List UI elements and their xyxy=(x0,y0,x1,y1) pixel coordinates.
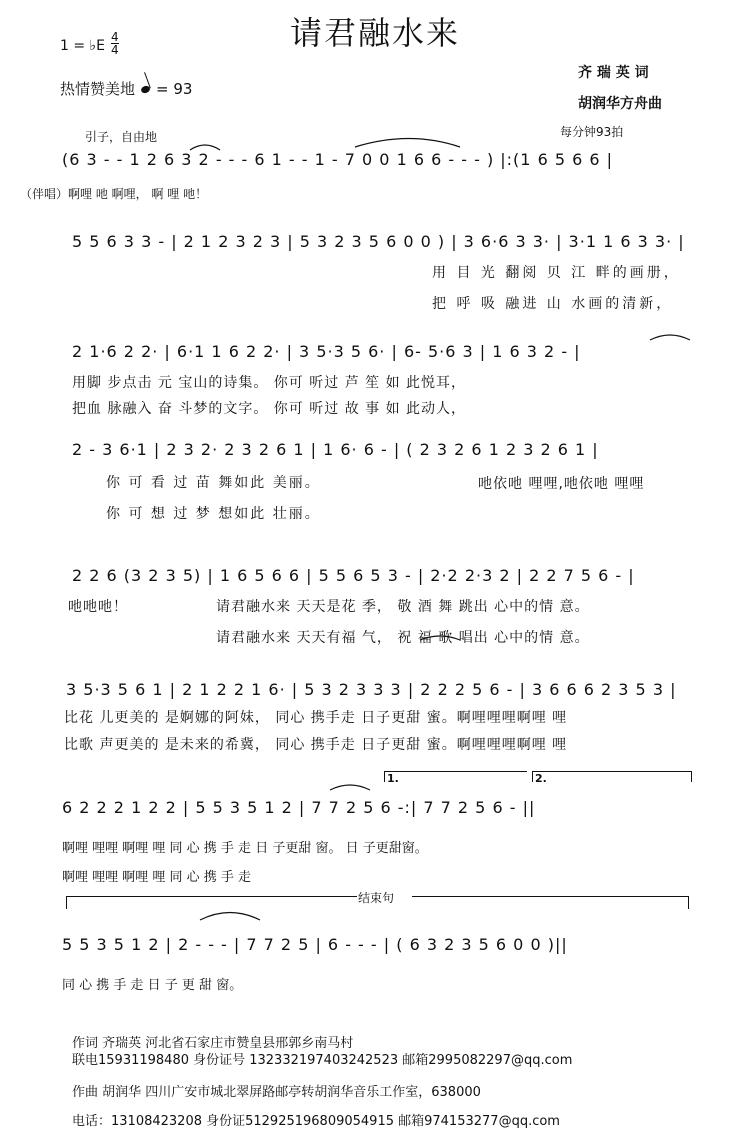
notation-row-2: 5 5 6 3 3 - | 2 1 2 3 2 3 | 5 3 2 3 5 6 0 0 ) | 3 6·6 3 3· | 3·1 1 6 3 3· | xyxy=(72,232,685,251)
coda-bracket-right xyxy=(412,896,689,909)
notation-row-5: 2 2 6 (3 2 3 5) | 1 6 5 6 6 | 5 5 6 5 3 - | 2·2 2·3 2 | 2 2 7 5 6 - | xyxy=(72,566,635,585)
composer-credit: 胡润华方舟曲 xyxy=(578,96,662,112)
lyrics-row-5-verse-1: 请君融水来 天天是花 季， 敬 酒 舞 跳出 心中的情 意。 xyxy=(216,599,590,615)
tempo-value: = 93 xyxy=(156,80,193,98)
lyricist-info-line-1: 作词 齐瑞英 河北省石家庄市赞皇县邢郭乡南马村 xyxy=(72,1036,354,1051)
ending-1-bracket: 1. xyxy=(384,771,527,782)
lyrics-row-2-verse-2: 把 呼 吸 融进 山 水画的清新， xyxy=(432,296,674,312)
lyrics-row-4-backing: 吔依吔 哩哩,吔依吔 哩哩 xyxy=(478,476,645,492)
lyrics-row-7-verse-1: 啊哩 哩哩 啊哩 哩 同 心 携 手 走 日 子更甜 窗。 日 子更甜窗。 xyxy=(62,841,428,856)
lyrics-row-8: 同 心 携 手 走 日 子 更 甜 窗。 xyxy=(62,978,243,993)
lyrics-row-7-verse-2: 啊哩 哩哩 啊哩 哩 同 心 携 手 走 xyxy=(62,870,252,885)
lyrics-row-1: （伴唱）啊哩 吔 啊哩， 啊 哩 吔！ xyxy=(20,187,208,201)
slur-mark xyxy=(200,913,260,921)
notation-row-8: 5 5 3 5 1 2 | 2 - - - | 7 7 2 5 | 6 - - - | ( 6 3 2 3 5 6 0 0 )|| xyxy=(62,935,568,954)
coda-bracket-left xyxy=(66,896,357,909)
notation-row-6: 3 5·3 5 6 1 | 2 1 2 2 1 6· | 5 3 2 3 3 3 | 2 2 2 5 6 - | 3 6 6 6 2 3 5 3 | xyxy=(66,680,677,699)
expression-text: 热情赞美地 xyxy=(60,80,136,98)
lyrics-row-4-verse-2: 你 可 想 过 梦 想如此 壮丽。 xyxy=(106,506,321,522)
page-title: 请君融水来 xyxy=(289,14,460,52)
lyricist-info-line-2: 联电15931198480 身份证号 132332197403242523 邮箱2995082297@qq.com xyxy=(72,1053,573,1068)
time-signature-bottom: 4 xyxy=(111,43,119,57)
slur-mark xyxy=(330,785,370,790)
intro-label: 引子，自由地 xyxy=(85,130,158,144)
ending-2-bracket: 2. xyxy=(532,771,692,782)
key-signature: 1 = ♭E xyxy=(60,38,105,54)
lyrics-row-2-verse-1: 用 目 光 翻阅 贝 江 畔的画册， xyxy=(432,265,681,281)
coda-label: 结束句 xyxy=(358,891,395,905)
lyrics-row-6-verse-1: 比花 儿更美的 是婀娜的阿妹， 同心 携手走 日子更甜 蜜。啊哩哩哩啊哩 哩 xyxy=(64,710,568,726)
lyrics-row-3-verse-2: 把血 脉融入 奋 斗梦的文字。 你可 听过 故 事 如 此动人， xyxy=(72,401,467,417)
composer-info-line-1: 作曲 胡润华 四川广安市城北翠屏路邮亭转胡润华音乐工作室，638000 xyxy=(72,1085,481,1100)
notation-row-1: (6 3 - - 1 2 6 3 2 - - - 6 1 - - 1 - 7 0 0 1 6 6 - - - ) |:(1 6 5 6 6 | xyxy=(62,150,614,169)
time-signature-top: 4 xyxy=(111,30,119,44)
notation-row-4: 2 - 3 6·1 | 2 3 2· 2 3 2 6 1 | 1 6· 6 - | ( 2 3 2 6 1 2 3 2 6 1 | xyxy=(72,440,599,459)
lyrics-row-6-verse-2: 比歌 声更美的 是未来的希冀， 同心 携手走 日子更甜 蜜。啊哩哩哩啊哩 哩 xyxy=(64,737,568,753)
notation-row-7: 6 2 2 2 1 2 2 | 5 5 3 5 1 2 | 7 7 2 5 6 -:| 7 7 2 5 6 - || xyxy=(62,798,536,817)
composer-info-line-2: 电话：13108423208 身份证512925196809054915 邮箱974153277@qq.com xyxy=(72,1114,560,1129)
tempo-note: 每分钟93拍 xyxy=(560,125,624,139)
lyrics-row-5-verse-2: 请君融水来 天天有福 气， 祝 福 歌 唱出 心中的情 意。 xyxy=(216,630,590,646)
slur-mark xyxy=(355,139,460,148)
lyrics-row-5-lead: 吔吔吔！ xyxy=(68,599,128,615)
slur-mark xyxy=(650,335,690,340)
lyrics-row-3-verse-1: 用脚 步点击 元 宝山的诗集。 你可 听过 芦 笙 如 此悦耳， xyxy=(72,375,467,391)
lyricist-credit: 齐 瑞 英 词 xyxy=(578,65,649,81)
notation-row-3: 2 1·6 2 2· | 6·1 1 6 2 2· | 3 5·3 5 6· | 6- 5·6 3 | 1 6 3 2 - | xyxy=(72,342,581,361)
lyrics-row-4-verse-1: 你 可 看 过 苗 舞如此 美丽。 xyxy=(106,475,321,491)
